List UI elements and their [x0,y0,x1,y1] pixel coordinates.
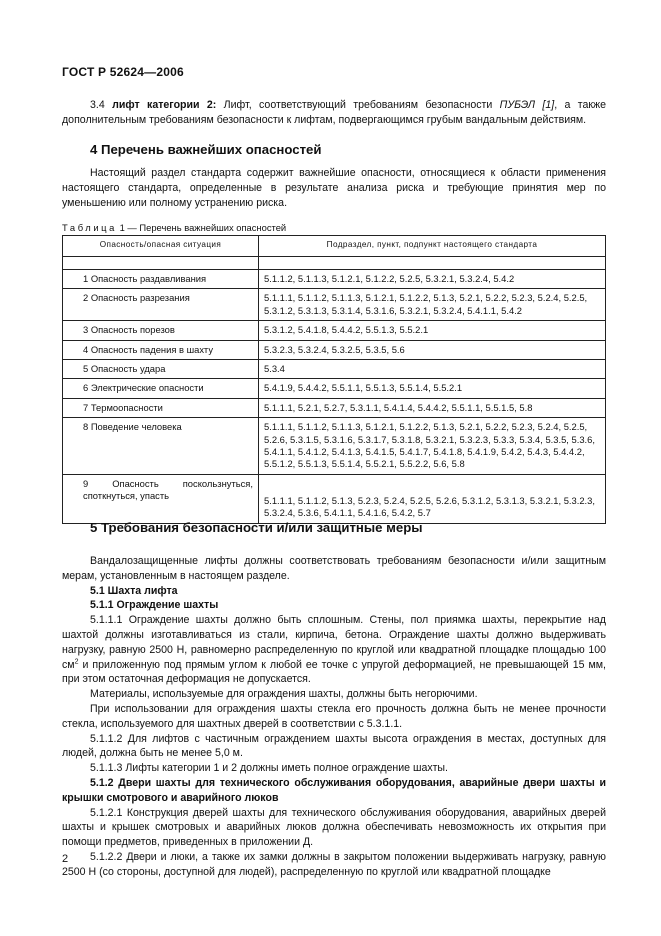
definition-reference: ПУБЭЛ [1] [499,99,555,111]
table-row [63,418,606,475]
table-row [63,398,606,417]
materials-paragraph: Материалы, используемые для ограждения шахты, должны быть негорючими. [90,688,478,701]
references-cell: 5.1.1.1, 5.1.1.2, 5.1.1.3, 5.1.2.1, 5.1.2.2, 5.1.3, 5.2.1, 5.2.2, 5.2.3, 5.2.4, 5.2.5, 5.3.1.2, 5.3.1.3, 5.3.1.4, 5.3.1.6, 5.3.2.1, 5.3.2.4, 5.4.1.1, 5.4.2 [259,289,606,321]
hazard-cell: 2 Опасность разрезания [63,289,259,321]
clause-5-1-1-1-text-a: 5.1.1.1 Ограждение шахты должно быть сплошным. Стены, пол приямка шахты, перекрытие над шахтой должны изготавливаться из стали, кирпича, бетона. Ограждение шахты должно выдерживать нагрузку, равную 2500 Н, равномерно распределенную по круглой или квадратной площадке площадью 100 см [62,614,606,671]
section-4-intro: Настоящий раздел стандарта содержит важнейшие опасности, относящиеся к области применения настоящего стандарта, определенные в результате анализа риска и требующие принятия мер по уменьшению или полному устранению риска. [62,167,606,209]
table-header-row [63,236,606,257]
column-header-hazard: Опасность/опасная ситуация [63,236,259,257]
squared-superscript: 2 [74,658,79,666]
clause-5-1-2-2: 5.1.2.2 Двери и люки, а также их замки должны в закрытом положении выдерживать нагрузку, равную 2500 Н (со стороны, доступной для людей), распределенную по круглой или квадратной площадке [62,850,606,878]
clause-5-1-1-3: 5.1.1.3 Лифты категории 1 и 2 должны иметь полное ограждение шахты. [90,762,448,775]
section-5-intro: Вандалозащищенные лифты должны соответствовать требованиям безопасности и/или защитным мерам, установленным в настоящем разделе. [62,555,606,582]
clause-5-1-1-2: 5.1.1.2 Для лифтов с частичным ограждением шахты высота ограждения в местах, доступных для людей, должна быть не менее 5,0 м. [62,732,606,760]
references-cell: 5.1.1.2, 5.1.1.3, 5.1.2.1, 5.1.2.2, 5.2.5, 5.3.2.1, 5.3.2.4, 5.4.2 [259,270,606,289]
hazard-cell: 7 Термоопасности [63,398,259,417]
section-5-title: 5 Требования безопасности и/или защитные меры [90,520,423,535]
references-cell: 5.1.1.1, 5.1.1.2, 5.1.1.3, 5.1.2.1, 5.1.2.2, 5.1.3, 5.2.1, 5.2.2, 5.2.3, 5.2.4, 5.2.5, 5.2.6, 5.3.1.5, 5.3.1.6, 5.3.1.7, 5.3.1.8, 5.3.2.1, 5.3.2.3, 5.3.3, 5.3.4, 5.3.5, 5.3.6, 5.4.1.1, 5.4.1.2, 5.4.1.3, 5.4.1.5, 5.4.1.7, 5.4.1.8, 5.4.1.9, 5.4.2, 5.4.3, 5.4.4.2, 5.5.1.2, 5.5.1.3, 5.5.1.4, 5.5.2.1, 5.5.2.2, 5.6, 5.8 [259,418,606,475]
hazard-cell: 1 Опасность раздавливания [63,270,259,289]
column-header-references: Подраздел, пункт, подпункт настоящего стандарта [259,236,606,257]
definition-text-1: Лифт, соответствующий требованиям безопасности [216,99,500,111]
references-cell: 5.4.1.9, 5.4.4.2, 5.5.1.1, 5.5.1.3, 5.5.1.4, 5.5.2.1 [259,379,606,398]
references-cell: 5.1.1.1, 5.1.1.2, 5.1.3, 5.2.3, 5.2.4, 5.2.5, 5.2.6, 5.3.1.2, 5.3.1.3, 5.3.2.1, 5.3.2.3, 5.3.2.4, 5.3.6, 5.4.1.1, 5.4.1.6, 5.4.2, 5.7 [259,474,606,523]
hazard-cell: 3 Опасность порезов [63,321,259,340]
definition-term: лифт категории 2: [112,99,217,111]
table-row [63,270,606,289]
table-caption-text: 1 — Перечень важнейших опасностей [116,222,287,233]
table-caption-label: Таблица [62,222,117,233]
heading-5-1-1: 5.1.1 Ограждение шахты [90,599,219,612]
table-row [63,360,606,379]
table-row [63,289,606,321]
definition-number: 3.4 [90,99,113,111]
references-cell: 5.3.4 [259,360,606,379]
hazard-cell: 4 Опасность падения в шахту [63,340,259,359]
glass-paragraph: При использовании для ограждения шахты стекла его прочность должна быть не менее прочности стекла, используемого для шахтных дверей в соответствии с 5.3.1.1. [62,702,606,730]
document-header: ГОСТ Р 52624—2006 [62,65,184,79]
table-row [63,379,606,398]
heading-5-1: 5.1 Шахта лифта [90,584,178,597]
hazard-cell: 5 Опасность удара [63,360,259,379]
table-row [63,321,606,340]
table-caption [62,222,286,233]
hazard-cell: 6 Электрические опасности [63,379,259,398]
references-cell: 5.3.1.2, 5.4.1.8, 5.4.4.2, 5.5.1.3, 5.5.2.1 [259,321,606,340]
clause-5-1-1-1 [62,613,606,687]
clause-5-1-2-1: 5.1.2.1 Конструкция дверей шахты для технического обслуживания оборудования, аварийных дверей шахты и крышек смотровых и аварийных люков должна обеспечивать невозможность их открытия при помощи предметов, приведенных в приложении Д. [62,806,606,849]
section-4-title: 4 Перечень важнейших опасностей [90,142,322,157]
section-5-body [62,554,606,880]
heading-5-1-2: 5.1.2 Двери шахты для технического обслуживания оборудования, аварийные двери шахты и крышки смотрового и аварийного люков [62,776,606,804]
page-number: 2 [62,853,69,865]
hazard-cell: 8 Поведение человека [63,418,259,475]
table-row [63,474,606,523]
definition-text-2: , а также дополнительным требованиям безопасности к лифтам, подвергающимся грубым вандальным действиям. [62,99,606,126]
references-cell: 5.1.1.1, 5.2.1, 5.2.7, 5.3.1.1, 5.4.1.4, 5.4.4.2, 5.5.1.1, 5.5.1.5, 5.8 [259,398,606,417]
clause-5-1-1-1-text-b: и приложенную под прямым углом к любой ее точке с упругой деформацией, не превышающей 15 мм, при этом остаточная деформация не допускается. [62,658,606,686]
references-cell: 5.3.2.3, 5.3.2.4, 5.3.2.5, 5.3.5, 5.6 [259,340,606,359]
hazard-cell: 9 Опасность поскользнуться, споткнуться, упасть [63,474,259,523]
table-row [63,340,606,359]
hazards-table [62,235,606,524]
definition-3-4 [62,98,606,128]
